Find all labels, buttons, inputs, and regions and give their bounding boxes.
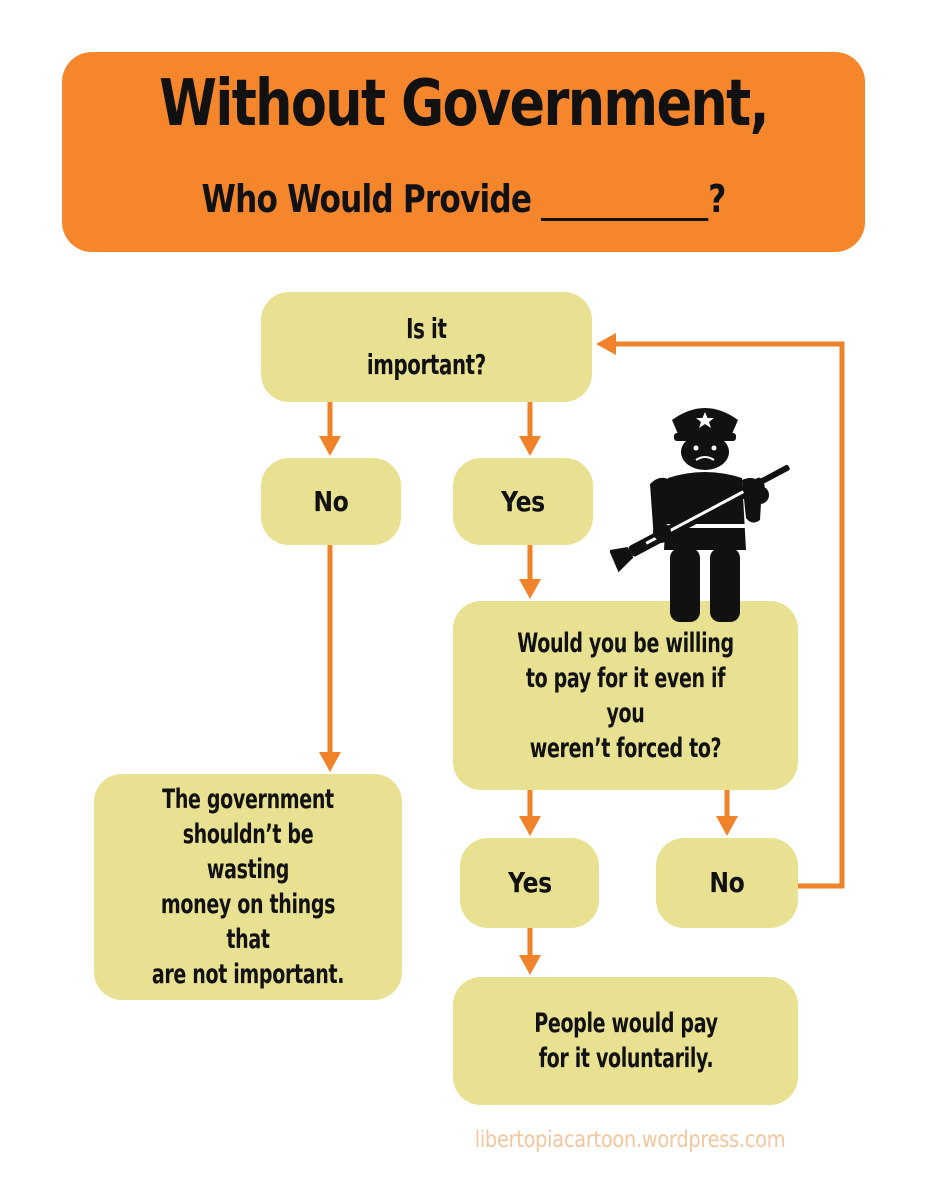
result-voluntary (453, 977, 798, 1105)
question-line: Would you be willing (517, 627, 734, 659)
answer-yes-willing (460, 838, 599, 928)
answer-no-willing (656, 838, 798, 928)
question-line: important? (366, 348, 487, 381)
question-is-important (261, 292, 592, 402)
result-line: are not important. (151, 959, 345, 990)
question-line: weren’t forced to? (529, 732, 722, 764)
answer-label: No (313, 484, 349, 518)
arrowhead (319, 752, 341, 772)
question-line: Is it (406, 312, 447, 345)
result-line: money on things that (160, 889, 336, 955)
answer-no-important (261, 458, 401, 545)
result-not-important (94, 774, 402, 1000)
arrowhead (519, 436, 541, 456)
answer-label: Yes (501, 484, 545, 518)
question-line: to pay for it even if you (525, 662, 726, 729)
result-line: for it voluntarily. (538, 1043, 713, 1074)
arrowhead (519, 579, 541, 599)
subtitle-text: Who Would Provide (201, 177, 532, 221)
result-line: The government (162, 784, 334, 815)
answer-label: Yes (507, 866, 552, 899)
page-title: Without Government, (159, 67, 768, 141)
arrowhead (596, 333, 616, 355)
arrowhead (519, 955, 541, 975)
arrowhead (519, 816, 541, 836)
arrowhead (319, 436, 341, 456)
question-willing-to-pay (453, 601, 798, 790)
answer-label: No (709, 866, 745, 899)
police-officer-with-rifle-icon (610, 400, 810, 625)
result-line: People would pay (533, 1008, 718, 1039)
arrowhead (716, 816, 738, 836)
result-line: shouldn’t be wasting (182, 819, 314, 885)
source-credit: libertopiacartoon.wordpress.com (474, 1127, 786, 1153)
answer-yes-important (453, 458, 593, 545)
subtitle-question-mark: ? (708, 177, 726, 221)
